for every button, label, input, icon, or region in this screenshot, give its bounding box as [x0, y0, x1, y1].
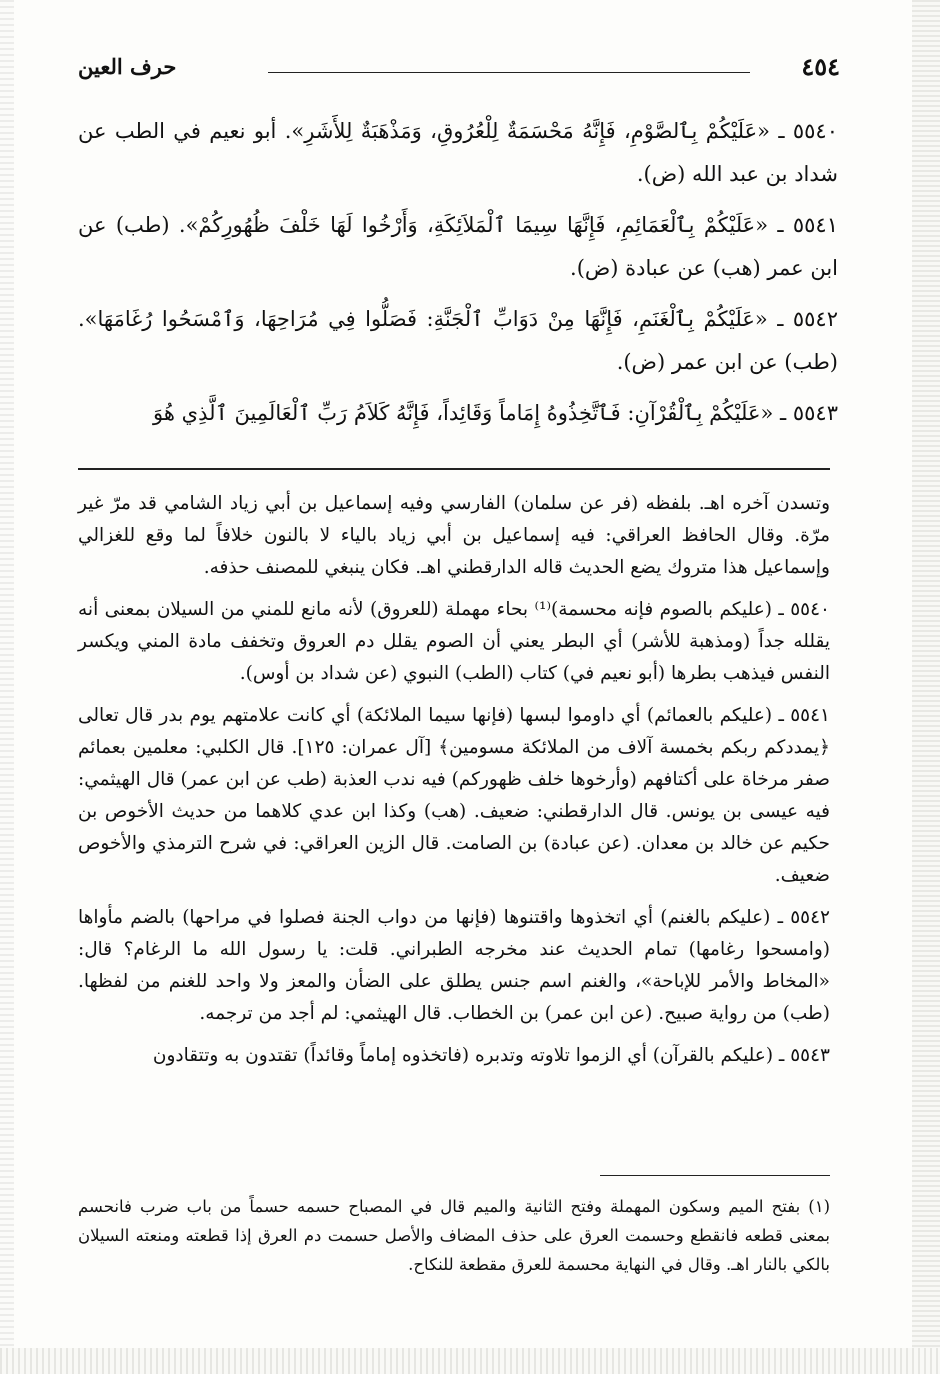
page-number: ٤٥٤: [801, 52, 840, 81]
hadith-5542: ٥٥٤٢ ـ «عَلَيْكُمْ بِٱلْغَنَمِ، فَإِنَّهَا مِنْ دَوَابِّ ٱلْجَنَّةِ: فَصَلُّوا فِي مُرَاحِهَا، وَٱمْسَحُوا رُغَامَهَا». (طب) عن ابن عمر (ض).: [78, 307, 838, 374]
scan-edge-bottom: [0, 1348, 940, 1374]
commentary-text: [78, 488, 830, 1082]
commentary-5541: ٥٥٤١ ـ (عليكم بالعمائم) أي داوموا لبسها (فإنها سيما الملائكة) أي كانت علامتهم يوم بدر قال تعالى ﴿يمددكم ربكم بخمسة آلاف من الملائكة مسومين﴾ [آل عمران: ١٢٥]. قال الكلبي: معلمين بعمائم صفر مرخاة على أكتافهم (وأرخوها خلف ظهوركم) فيه ندب العذبة (طب عن ابن عمر) قال الهيثمي: فيه عيسى بن يونس. قال الدارقطني: ضعيف. (هب) وكذا ابن عدي كلاهما من حديث الأخوص بن حكيم عن خالد بن معدان. (عن عبادة) بن الصامت. قال الزين العراقي: في شرح الترمذي والأخوص ضعيف.: [78, 705, 830, 886]
hadith-5540: ٥٥٤٠ ـ «عَلَيْكُمْ بِٱلصَّوْمِ، فَإِنَّهُ مَحْسَمَةٌ لِلْعُرُوقِ، وَمَذْهَبَةٌ لِلأَشَرِ». أبو نعيم في الطب عن شداد بن عبد الله (ض).: [78, 119, 838, 186]
commentary-5543: ٥٥٤٣ ـ (عليكم بالقرآن) أي الزموا تلاوته وتدبره (فاتخذوه إماماً وقائداً) تقتدون به وتتقادون: [152, 1045, 830, 1066]
page-header: [78, 52, 840, 88]
commentary-5540: ٥٥٤٠ ـ (عليكم بالصوم فإنه محسمة)⁽¹⁾ بحاء مهملة (للعروق) لأنه مانع للمني من السيلان بمعنى أنه يقلله جداً (ومذهبة للأشر) أي البطر يعني أن الصوم يقلل دم العروق وتخفف مادة المني ويكسر النفس فيذهب بطرها (أبو نعيم في) كتاب (الطب) النبوي (عن شداد بن أوس).: [78, 599, 830, 684]
hadith-5541: ٥٥٤١ ـ «عَلَيْكُمْ بِٱلْعَمَائِمِ، فَإِنَّهَا سِيمَا ٱلْمَلاَئِكَةِ، وَأَرْخُوا لَهَا خَلْفَ ظُهُورِكُمْ». (طب) عن ابن عمر (هب) عن عبادة (ض).: [78, 213, 838, 280]
scan-edge-right: [912, 0, 940, 1374]
commentary-5542: ٥٥٤٢ ـ (عليكم بالغنم) أي اتخذوها واقتنوها (فإنها من دواب الجنة فصلوا في مراحها) بالضم مأواها (وامسحوا رغامها) تمام الحديث عند مخرجه الطبراني. قلت: يا رسول الله ما الرغام؟ قال: «المخاط والأمر للإباحة»، والغنم اسم جنس يطلق على الضأن والمعز ولا واحد للغنم من لفظها. (طب) من رواية صبيح. (عن ابن عمر) بن الخطاب. قال الهيثمي: لم أجد من ترجمه.: [78, 907, 830, 1024]
hadith-5543: ٥٥٤٣ ـ «عَلَيْكُمْ بِٱلْقُرْآنِ: فَٱتَّخِذُوهُ إِمَاماً وَقَائِداً، فَإِنَّهُ كَلاَمُ رَبِّ ٱلْعَالَمِينَ ٱلَّذِي هُوَ: [153, 401, 838, 425]
footnote-block: [78, 1192, 830, 1279]
footnote-separator: [600, 1175, 830, 1176]
main-commentary-separator: [78, 468, 830, 470]
hadith-text: [78, 110, 838, 443]
header-rule: [268, 72, 750, 73]
scan-edge-left: [0, 0, 14, 1374]
commentary-intro: وتسدن آخره اهـ. بلفظه (فر عن سلمان) الفارسي وفيه إسماعيل بن أبي زياد الشامي قد مرّ غير مرّة. وقال الحافظ العراقي: فيه إسماعيل بن أبي زياد بالياء لا بالنون خلافاً لما وقع للغزالي وإسماعيل هذا متروك يضع الحديث قاله الدارقطني اهـ. فكان ينبغي للمصنف حذفه.: [78, 493, 830, 578]
chapter-title: حرف العين: [78, 54, 177, 79]
footnote-1: (١) بفتح الميم وسكون المهملة وفتح الثانية والميم قال في المصباح حسمه حسماً من باب ضرب فانحسم بمعنى قطعه فانقطع وحسمت العرق على حذف المضاف والأصل حسمت دم العرق إذا قطعته ومنعته السيلان بالكي بالنار اهـ. وقال في النهاية محسمة للعرق مقطعة للنكاح.: [78, 1197, 830, 1274]
